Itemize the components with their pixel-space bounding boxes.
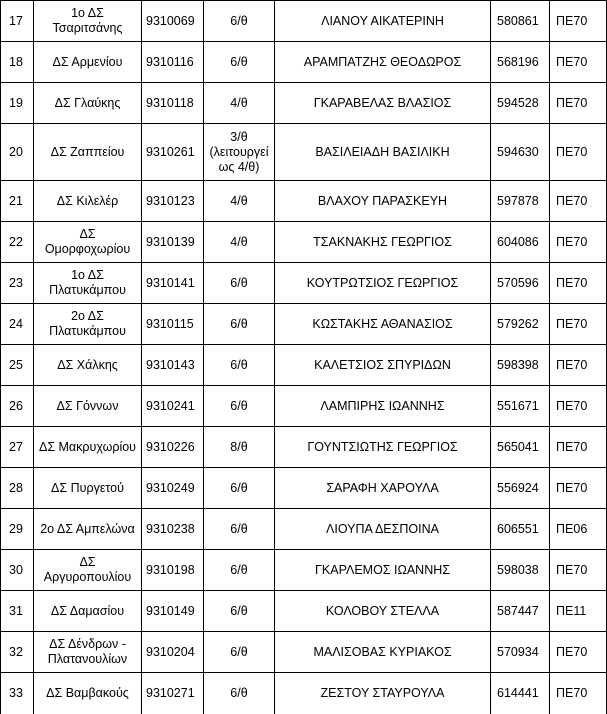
school-name: ΔΣ Ομορφοχωρίου (34, 222, 142, 263)
teacher-name: ΖΕΣΤΟΥ ΣΤΑΥΡΟΥΛΑ (275, 673, 491, 714)
specialty-code: ΠΕ70 (550, 1, 607, 42)
school-name: ΔΣ Αρμενίου (34, 42, 142, 83)
teacher-name: ΚΩΣΤΑΚΗΣ ΑΘΑΝΑΣΙΟΣ (275, 304, 491, 345)
school-code: 9310226 (142, 427, 204, 468)
row-number: 23 (1, 263, 34, 304)
row-number: 24 (1, 304, 34, 345)
teacher-name: ΚΟΛΟΒΟΥ ΣΤΕΛΛΑ (275, 591, 491, 632)
table-row (1, 509, 607, 550)
row-number: 28 (1, 468, 34, 509)
table-row (1, 124, 607, 181)
table-row (1, 42, 607, 83)
specialty-code: ΠΕ70 (550, 181, 607, 222)
registry-number: 580861 (491, 1, 550, 42)
table-row (1, 632, 607, 673)
school-code: 9310115 (142, 304, 204, 345)
school-code: 9310271 (142, 673, 204, 714)
registry-number: 556924 (491, 468, 550, 509)
registry-number: 579262 (491, 304, 550, 345)
school-type: 6/θ (204, 263, 275, 304)
table-row (1, 181, 607, 222)
row-number: 21 (1, 181, 34, 222)
row-number: 32 (1, 632, 34, 673)
teacher-name: ΒΑΣΙΛΕΙΑΔΗ ΒΑΣΙΛΙΚΗ (275, 124, 491, 181)
registry-number: 614441 (491, 673, 550, 714)
specialty-code: ΠΕ06 (550, 509, 607, 550)
specialty-code: ΠΕ70 (550, 83, 607, 124)
registry-number: 597878 (491, 181, 550, 222)
registry-number: 565041 (491, 427, 550, 468)
table-row (1, 550, 607, 591)
school-type: 6/θ (204, 1, 275, 42)
school-type: 6/θ (204, 386, 275, 427)
table-row (1, 386, 607, 427)
school-type: 6/θ (204, 591, 275, 632)
school-code: 9310116 (142, 42, 204, 83)
school-type: 6/θ (204, 345, 275, 386)
school-type: 4/θ (204, 222, 275, 263)
specialty-code: ΠΕ11 (550, 591, 607, 632)
school-name: ΔΣ Δαμασίου (34, 591, 142, 632)
teacher-name: ΒΛΑΧΟΥ ΠΑΡΑΣΚΕΥΗ (275, 181, 491, 222)
school-type: 8/θ (204, 427, 275, 468)
registry-number: 568196 (491, 42, 550, 83)
row-number: 19 (1, 83, 34, 124)
teacher-name: ΜΑΛΙΣΟΒΑΣ ΚΥΡΙΑΚΟΣ (275, 632, 491, 673)
table-row (1, 1, 607, 42)
row-number: 33 (1, 673, 34, 714)
registry-number: 570934 (491, 632, 550, 673)
specialty-code: ΠΕ70 (550, 427, 607, 468)
school-name: ΔΣ Μακρυχωρίου (34, 427, 142, 468)
specialty-code: ΠΕ70 (550, 386, 607, 427)
school-code: 9310241 (142, 386, 204, 427)
school-type: 6/θ (204, 304, 275, 345)
specialty-code: ΠΕ70 (550, 263, 607, 304)
registry-number: 594630 (491, 124, 550, 181)
school-code: 9310069 (142, 1, 204, 42)
school-type: 6/θ (204, 550, 275, 591)
teacher-name: ΓΚΑΡΑΒΕΛΑΣ ΒΛΑΣΙΟΣ (275, 83, 491, 124)
teacher-name: ΚΑΛΕΤΣΙΟΣ ΣΠΥΡΙΔΩΝ (275, 345, 491, 386)
teacher-name: ΓΟΥΝΤΣΙΩΤΗΣ ΓΕΩΡΓΙΟΣ (275, 427, 491, 468)
school-code: 9310143 (142, 345, 204, 386)
specialty-code: ΠΕ70 (550, 468, 607, 509)
row-number: 27 (1, 427, 34, 468)
teacher-name: ΛΙΟΥΠΑ ΔΕΣΠΟΙΝΑ (275, 509, 491, 550)
table-row (1, 673, 607, 714)
school-code: 9310198 (142, 550, 204, 591)
teacher-name: ΣΑΡΑΦΗ ΧΑΡΟΥΛΑ (275, 468, 491, 509)
school-name: ΔΣ Πυργετού (34, 468, 142, 509)
school-type: 6/θ (204, 468, 275, 509)
table-row (1, 345, 607, 386)
specialty-code: ΠΕ70 (550, 42, 607, 83)
teacher-name: ΛΙΑΝΟΥ ΑΙΚΑΤΕΡΙΝΗ (275, 1, 491, 42)
school-name: 2ο ΔΣ Αμπελώνα (34, 509, 142, 550)
school-name: ΔΣ Χάλκης (34, 345, 142, 386)
table-row (1, 591, 607, 632)
registry-number: 594528 (491, 83, 550, 124)
school-name: ΔΣ Ζαππείου (34, 124, 142, 181)
row-number: 22 (1, 222, 34, 263)
school-name: 1ο ΔΣ Πλατυκάμπου (34, 263, 142, 304)
row-number: 25 (1, 345, 34, 386)
school-name: ΔΣ Κιλελέρ (34, 181, 142, 222)
school-type: 4/θ (204, 181, 275, 222)
school-code: 9310249 (142, 468, 204, 509)
teacher-name: ΓΚΑΡΛΕΜΟΣ ΙΩΑΝΝΗΣ (275, 550, 491, 591)
teacher-name: ΤΣΑΚΝΑΚΗΣ ΓΕΩΡΓΙΟΣ (275, 222, 491, 263)
specialty-code: ΠΕ70 (550, 550, 607, 591)
registry-number: 598038 (491, 550, 550, 591)
table-row (1, 263, 607, 304)
school-code: 9310141 (142, 263, 204, 304)
row-number: 26 (1, 386, 34, 427)
school-type: 6/θ (204, 42, 275, 83)
teacher-name: ΛΑΜΠΙΡΗΣ ΙΩΑΝΝΗΣ (275, 386, 491, 427)
specialty-code: ΠΕ70 (550, 222, 607, 263)
school-name: ΔΣ Γόννων (34, 386, 142, 427)
registry-number: 604086 (491, 222, 550, 263)
school-name: ΔΣ Γλαύκης (34, 83, 142, 124)
school-name: ΔΣ Αργυροπουλίου (34, 550, 142, 591)
table-row (1, 427, 607, 468)
table-row (1, 83, 607, 124)
school-code: 9310238 (142, 509, 204, 550)
registry-number: 606551 (491, 509, 550, 550)
teacher-name: ΑΡΑΜΠΑΤΖΗΣ ΘΕΟΔΩΡΟΣ (275, 42, 491, 83)
table-body (1, 1, 607, 714)
registry-number: 587447 (491, 591, 550, 632)
school-code: 9310261 (142, 124, 204, 181)
registry-number: 598398 (491, 345, 550, 386)
table-row (1, 468, 607, 509)
row-number: 17 (1, 1, 34, 42)
specialty-code: ΠΕ70 (550, 673, 607, 714)
row-number: 30 (1, 550, 34, 591)
school-type: 4/θ (204, 83, 275, 124)
registry-number: 570596 (491, 263, 550, 304)
school-name: ΔΣ Βαμβακούς (34, 673, 142, 714)
school-name: 1ο ΔΣ Τσαριτσάνης (34, 1, 142, 42)
specialty-code: ΠΕ70 (550, 632, 607, 673)
school-type: 6/θ (204, 509, 275, 550)
school-type: 3/θ (λειτουργεί ως 4/θ) (204, 124, 275, 181)
specialty-code: ΠΕ70 (550, 304, 607, 345)
registry-number: 551671 (491, 386, 550, 427)
row-number: 20 (1, 124, 34, 181)
school-code: 9310118 (142, 83, 204, 124)
school-code: 9310204 (142, 632, 204, 673)
specialty-code: ΠΕ70 (550, 345, 607, 386)
teacher-name: ΚΟΥΤΡΩΤΣΙΟΣ ΓΕΩΡΓΙΟΣ (275, 263, 491, 304)
specialty-code: ΠΕ70 (550, 124, 607, 181)
school-name: ΔΣ Δένδρων - Πλατανουλίων (34, 632, 142, 673)
school-code: 9310149 (142, 591, 204, 632)
row-number: 31 (1, 591, 34, 632)
table-row (1, 222, 607, 263)
table-row (1, 304, 607, 345)
school-type: 6/θ (204, 673, 275, 714)
row-number: 18 (1, 42, 34, 83)
school-code: 9310139 (142, 222, 204, 263)
row-number: 29 (1, 509, 34, 550)
school-type: 6/θ (204, 632, 275, 673)
school-name: 2ο ΔΣ Πλατυκάμπου (34, 304, 142, 345)
school-code: 9310123 (142, 181, 204, 222)
